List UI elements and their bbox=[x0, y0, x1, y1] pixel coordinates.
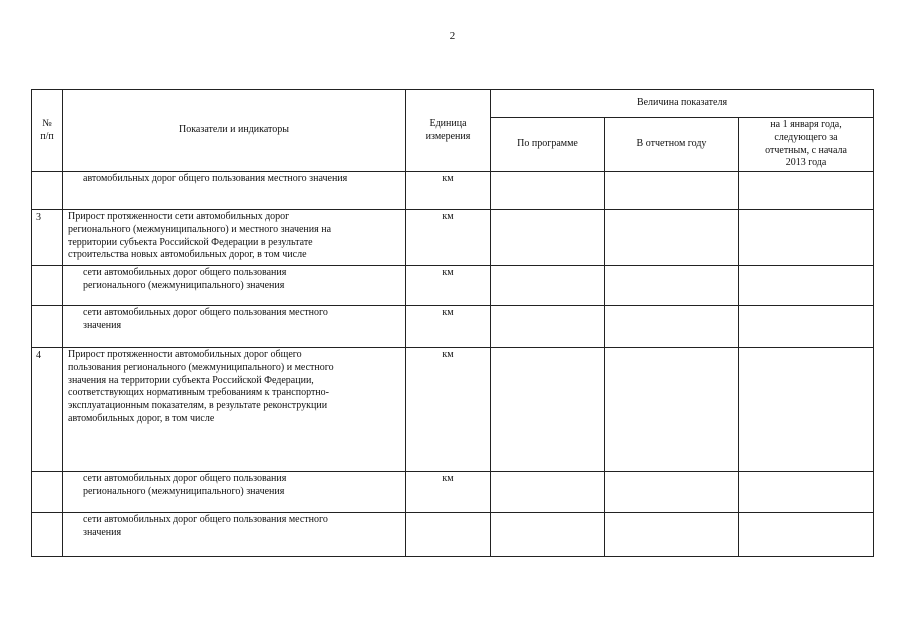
row-indicator: сети автомобильных дорог общего пользования регионального (межмуниципального) значения bbox=[63, 266, 406, 306]
row-report-year-value bbox=[605, 210, 739, 266]
header-col-program: По программе bbox=[491, 118, 605, 172]
row-unit: км bbox=[406, 472, 491, 513]
row-indicator: Прирост протяженности автомобильных дорог общего пользования регионального (межмуниципального) и местного значения на территории субъекта Российской Федерации, соответствующих нормативным требованиям к транспортно- эксплуатационным показателям, в результате реконструкции автомобильных дорог, в том числе bbox=[63, 348, 406, 472]
row-number bbox=[32, 306, 63, 348]
row-number bbox=[32, 513, 63, 557]
table-row bbox=[32, 172, 874, 210]
row-indicator: сети автомобильных дорог общего пользования местного значения bbox=[63, 513, 406, 557]
row-next-year-value bbox=[739, 266, 874, 306]
row-program-value bbox=[491, 172, 605, 210]
row-indicator: автомобильных дорог общего пользования местного значения bbox=[63, 172, 406, 210]
table-row bbox=[32, 266, 874, 306]
header-col-report-year: В отчетном году bbox=[605, 118, 739, 172]
page-number: 2 bbox=[449, 30, 456, 42]
row-program-value bbox=[491, 266, 605, 306]
row-next-year-value bbox=[739, 348, 874, 472]
row-report-year-value bbox=[605, 172, 739, 210]
row-number bbox=[32, 172, 63, 210]
row-indicator: Прирост протяженности сети автомобильных дорог регионального (межмуниципального) и местного значения на территории субъекта Российской Федерации в результате строительства новых автомобильных дорог, в том числе bbox=[63, 210, 406, 266]
row-program-value bbox=[491, 348, 605, 472]
row-report-year-value bbox=[605, 472, 739, 513]
row-next-year-value bbox=[739, 472, 874, 513]
row-indicator: сети автомобильных дорог общего пользования регионального (межмуниципального) значения bbox=[63, 472, 406, 513]
table-row bbox=[32, 472, 874, 513]
row-unit: км bbox=[406, 210, 491, 266]
row-unit: км bbox=[406, 348, 491, 472]
indicators-table bbox=[31, 89, 874, 557]
row-program-value bbox=[491, 210, 605, 266]
row-report-year-value bbox=[605, 266, 739, 306]
row-next-year-value bbox=[739, 306, 874, 348]
table-row bbox=[32, 210, 874, 266]
row-next-year-value bbox=[739, 210, 874, 266]
table-row bbox=[32, 513, 874, 557]
row-unit: км bbox=[406, 172, 491, 210]
row-number bbox=[32, 266, 63, 306]
row-unit: км bbox=[406, 306, 491, 348]
row-program-value bbox=[491, 513, 605, 557]
table-row bbox=[32, 348, 874, 472]
header-indicator: Показатели и индикаторы bbox=[63, 90, 406, 172]
row-indicator: сети автомобильных дорог общего пользования местного значения bbox=[63, 306, 406, 348]
row-report-year-value bbox=[605, 348, 739, 472]
row-report-year-value bbox=[605, 306, 739, 348]
table-row bbox=[32, 306, 874, 348]
row-program-value bbox=[491, 472, 605, 513]
row-number: 3 bbox=[32, 210, 63, 266]
row-number: 4 bbox=[32, 348, 63, 472]
header-col-next-year: на 1 января года, следующего за отчетным, с начала 2013 года bbox=[739, 118, 874, 172]
row-next-year-value bbox=[739, 513, 874, 557]
row-program-value bbox=[491, 306, 605, 348]
header-num: № п/п bbox=[32, 90, 63, 172]
row-unit: км bbox=[406, 266, 491, 306]
row-report-year-value bbox=[605, 513, 739, 557]
row-next-year-value bbox=[739, 172, 874, 210]
row-number bbox=[32, 472, 63, 513]
row-unit bbox=[406, 513, 491, 557]
header-value-group: Величина показателя bbox=[491, 90, 874, 118]
header-unit: Единица измерения bbox=[406, 90, 491, 172]
